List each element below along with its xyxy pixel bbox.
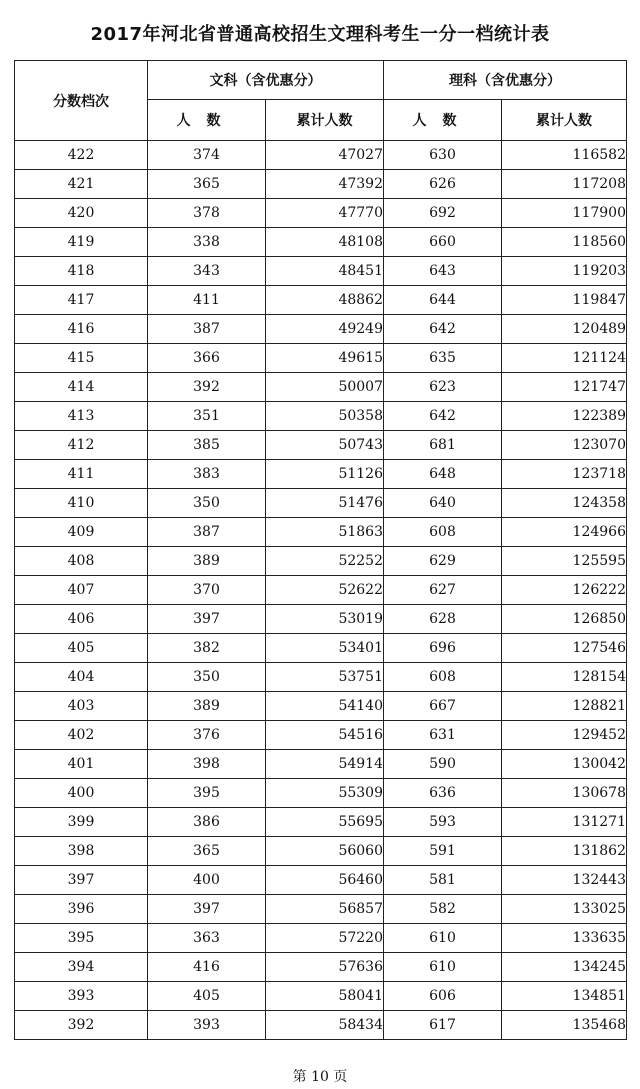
science-count-cell: 660 — [384, 228, 502, 257]
table-row — [15, 199, 627, 228]
score-cell: 402 — [15, 721, 148, 750]
science-count-cell: 581 — [384, 866, 502, 895]
science-count-cell: 593 — [384, 808, 502, 837]
arts-count-cell: 365 — [148, 170, 266, 199]
arts-count-cell: 389 — [148, 547, 266, 576]
science-cumulative-cell: 123070 — [502, 431, 627, 460]
science-cumulative-cell: 126850 — [502, 605, 627, 634]
science-count-cell: 608 — [384, 663, 502, 692]
arts-count-cell: 397 — [148, 895, 266, 924]
arts-count-cell: 389 — [148, 692, 266, 721]
science-cumulative-cell: 120489 — [502, 315, 627, 344]
arts-count-cell: 411 — [148, 286, 266, 315]
score-cell: 396 — [15, 895, 148, 924]
table-row — [15, 402, 627, 431]
score-cell: 418 — [15, 257, 148, 286]
table-row — [15, 170, 627, 199]
science-cumulative-cell: 121747 — [502, 373, 627, 402]
science-count-cell: 629 — [384, 547, 502, 576]
science-cumulative-cell: 130042 — [502, 750, 627, 779]
science-count-cell: 696 — [384, 634, 502, 663]
arts-cumulative-cell: 58434 — [266, 1011, 384, 1040]
science-count-cell: 606 — [384, 982, 502, 1011]
science-cumulative-cell: 129452 — [502, 721, 627, 750]
arts-cumulative-cell: 47027 — [266, 141, 384, 170]
arts-cumulative-cell: 51126 — [266, 460, 384, 489]
science-cumulative-cell: 124966 — [502, 518, 627, 547]
science-cumulative-cell: 122389 — [502, 402, 627, 431]
arts-count-cell: 393 — [148, 1011, 266, 1040]
arts-cumulative-cell: 48862 — [266, 286, 384, 315]
science-cumulative-cell: 130678 — [502, 779, 627, 808]
score-distribution-table — [14, 60, 627, 1040]
arts-count-cell: 398 — [148, 750, 266, 779]
arts-group-header: 文科（含优惠分） — [148, 61, 384, 100]
science-count-cell: 610 — [384, 924, 502, 953]
table-row — [15, 750, 627, 779]
arts-count-cell: 350 — [148, 663, 266, 692]
arts-count-cell: 338 — [148, 228, 266, 257]
table-row — [15, 663, 627, 692]
arts-count-cell: 363 — [148, 924, 266, 953]
score-cell: 408 — [15, 547, 148, 576]
science-cumulative-cell: 128821 — [502, 692, 627, 721]
score-cell: 417 — [15, 286, 148, 315]
science-count-cell: 630 — [384, 141, 502, 170]
science-count-cell: 640 — [384, 489, 502, 518]
table-body — [15, 141, 627, 1040]
science-cumulative-cell: 132443 — [502, 866, 627, 895]
table-row — [15, 779, 627, 808]
arts-cumulative-cell: 50743 — [266, 431, 384, 460]
score-cell: 397 — [15, 866, 148, 895]
science-count-cell: 608 — [384, 518, 502, 547]
score-cell: 398 — [15, 837, 148, 866]
arts-cumulative-cell: 48451 — [266, 257, 384, 286]
table-row — [15, 866, 627, 895]
science-count-cell: 582 — [384, 895, 502, 924]
arts-cumulative-cell: 53019 — [266, 605, 384, 634]
arts-count-cell: 395 — [148, 779, 266, 808]
science-cumulative-cell: 133635 — [502, 924, 627, 953]
score-cell: 407 — [15, 576, 148, 605]
score-cell: 411 — [15, 460, 148, 489]
arts-count-cell: 392 — [148, 373, 266, 402]
arts-cumulative-cell: 47392 — [266, 170, 384, 199]
arts-cumulative-cell: 55309 — [266, 779, 384, 808]
arts-count-cell: 350 — [148, 489, 266, 518]
score-column-header: 分数档次 — [15, 61, 148, 141]
table-row — [15, 895, 627, 924]
arts-cumulative-cell: 58041 — [266, 982, 384, 1011]
score-cell: 400 — [15, 779, 148, 808]
arts-cumulative-cell: 51476 — [266, 489, 384, 518]
science-count-cell: 681 — [384, 431, 502, 460]
table-row — [15, 489, 627, 518]
science-count-cell: 627 — [384, 576, 502, 605]
score-cell: 405 — [15, 634, 148, 663]
arts-cumulative-cell: 52622 — [266, 576, 384, 605]
page-number: 第 10 页 — [292, 1069, 348, 1085]
arts-cumulative-cell: 54914 — [266, 750, 384, 779]
science-cumulative-cell: 117208 — [502, 170, 627, 199]
science-cumulative-cell: 119203 — [502, 257, 627, 286]
science-count-cell: 631 — [384, 721, 502, 750]
table-row — [15, 692, 627, 721]
science-count-cell: 617 — [384, 1011, 502, 1040]
arts-count-cell: 382 — [148, 634, 266, 663]
arts-count-cell: 365 — [148, 837, 266, 866]
science-count-cell: 635 — [384, 344, 502, 373]
table-row — [15, 460, 627, 489]
table-row — [15, 982, 627, 1011]
arts-cumulative-cell: 56060 — [266, 837, 384, 866]
table-row — [15, 721, 627, 750]
science-cumulative-cell: 135468 — [502, 1011, 627, 1040]
arts-count-cell: 376 — [148, 721, 266, 750]
science-cumulative-cell: 124358 — [502, 489, 627, 518]
science-count-cell: 610 — [384, 953, 502, 982]
science-count-cell: 591 — [384, 837, 502, 866]
score-cell: 415 — [15, 344, 148, 373]
science-cumulative-cell: 116582 — [502, 141, 627, 170]
science-cumulative-cell: 131271 — [502, 808, 627, 837]
arts-cumulative-cell: 56857 — [266, 895, 384, 924]
science-cumulative-cell: 118560 — [502, 228, 627, 257]
score-cell: 416 — [15, 315, 148, 344]
arts-cumulative-cell: 56460 — [266, 866, 384, 895]
table-row — [15, 286, 627, 315]
table-row — [15, 373, 627, 402]
arts-cumulative-cell: 57636 — [266, 953, 384, 982]
science-cumulative-cell: 133025 — [502, 895, 627, 924]
science-cumulative-header: 累计人数 — [502, 100, 627, 141]
score-cell: 410 — [15, 489, 148, 518]
score-cell: 401 — [15, 750, 148, 779]
table-row — [15, 228, 627, 257]
table-row — [15, 315, 627, 344]
arts-count-cell: 416 — [148, 953, 266, 982]
score-cell: 412 — [15, 431, 148, 460]
table-row — [15, 953, 627, 982]
score-cell: 395 — [15, 924, 148, 953]
arts-cumulative-cell: 50358 — [266, 402, 384, 431]
science-cumulative-cell: 131862 — [502, 837, 627, 866]
science-count-cell: 643 — [384, 257, 502, 286]
arts-cumulative-cell: 51863 — [266, 518, 384, 547]
table-row — [15, 431, 627, 460]
table-row — [15, 257, 627, 286]
score-cell: 404 — [15, 663, 148, 692]
arts-count-cell: 366 — [148, 344, 266, 373]
score-cell: 399 — [15, 808, 148, 837]
science-cumulative-cell: 119847 — [502, 286, 627, 315]
arts-cumulative-cell: 47770 — [266, 199, 384, 228]
arts-count-cell: 383 — [148, 460, 266, 489]
science-count-cell: 648 — [384, 460, 502, 489]
arts-count-cell: 351 — [148, 402, 266, 431]
score-cell: 392 — [15, 1011, 148, 1040]
science-count-cell: 623 — [384, 373, 502, 402]
arts-count-cell: 378 — [148, 199, 266, 228]
table-row — [15, 924, 627, 953]
table-row — [15, 634, 627, 663]
score-cell: 394 — [15, 953, 148, 982]
score-cell: 419 — [15, 228, 148, 257]
science-cumulative-cell: 134245 — [502, 953, 627, 982]
score-cell: 406 — [15, 605, 148, 634]
science-count-cell: 642 — [384, 315, 502, 344]
arts-cumulative-cell: 53401 — [266, 634, 384, 663]
science-count-cell: 692 — [384, 199, 502, 228]
score-cell: 403 — [15, 692, 148, 721]
science-group-header: 理科（含优惠分） — [384, 61, 627, 100]
table-header — [15, 61, 627, 141]
arts-count-cell: 385 — [148, 431, 266, 460]
science-count-cell: 644 — [384, 286, 502, 315]
arts-cumulative-cell: 57220 — [266, 924, 384, 953]
table-row — [15, 141, 627, 170]
science-count-header: 人数 — [384, 100, 502, 141]
science-cumulative-cell: 121124 — [502, 344, 627, 373]
arts-count-header: 人数 — [148, 100, 266, 141]
science-cumulative-cell: 134851 — [502, 982, 627, 1011]
science-cumulative-cell: 128154 — [502, 663, 627, 692]
arts-cumulative-cell: 48108 — [266, 228, 384, 257]
science-cumulative-cell: 123718 — [502, 460, 627, 489]
arts-cumulative-header: 累计人数 — [266, 100, 384, 141]
page-title: 2017年河北省普通高校招生文理科考生一分一档统计表 — [90, 24, 550, 45]
score-cell: 421 — [15, 170, 148, 199]
science-cumulative-cell: 117900 — [502, 199, 627, 228]
science-cumulative-cell: 127546 — [502, 634, 627, 663]
science-cumulative-cell: 126222 — [502, 576, 627, 605]
score-cell: 422 — [15, 141, 148, 170]
science-count-cell: 667 — [384, 692, 502, 721]
score-cell: 413 — [15, 402, 148, 431]
science-count-cell: 626 — [384, 170, 502, 199]
science-count-cell: 636 — [384, 779, 502, 808]
arts-cumulative-cell: 49615 — [266, 344, 384, 373]
science-count-cell: 628 — [384, 605, 502, 634]
science-cumulative-cell: 125595 — [502, 547, 627, 576]
arts-count-cell: 387 — [148, 518, 266, 547]
science-count-cell: 642 — [384, 402, 502, 431]
score-cell: 393 — [15, 982, 148, 1011]
arts-count-cell: 386 — [148, 808, 266, 837]
table-row — [15, 1011, 627, 1040]
arts-cumulative-cell: 54140 — [266, 692, 384, 721]
table-row — [15, 837, 627, 866]
arts-cumulative-cell: 49249 — [266, 315, 384, 344]
arts-count-cell: 397 — [148, 605, 266, 634]
score-cell: 420 — [15, 199, 148, 228]
arts-count-cell: 370 — [148, 576, 266, 605]
table-row — [15, 518, 627, 547]
arts-count-cell: 400 — [148, 866, 266, 895]
arts-cumulative-cell: 55695 — [266, 808, 384, 837]
arts-cumulative-cell: 52252 — [266, 547, 384, 576]
score-cell: 414 — [15, 373, 148, 402]
arts-cumulative-cell: 53751 — [266, 663, 384, 692]
table-row — [15, 547, 627, 576]
score-cell: 409 — [15, 518, 148, 547]
table-row — [15, 808, 627, 837]
arts-count-cell: 343 — [148, 257, 266, 286]
arts-count-cell: 387 — [148, 315, 266, 344]
table-row — [15, 344, 627, 373]
table-row — [15, 605, 627, 634]
arts-count-cell: 405 — [148, 982, 266, 1011]
arts-count-cell: 374 — [148, 141, 266, 170]
arts-cumulative-cell: 54516 — [266, 721, 384, 750]
arts-cumulative-cell: 50007 — [266, 373, 384, 402]
science-count-cell: 590 — [384, 750, 502, 779]
table-row — [15, 576, 627, 605]
